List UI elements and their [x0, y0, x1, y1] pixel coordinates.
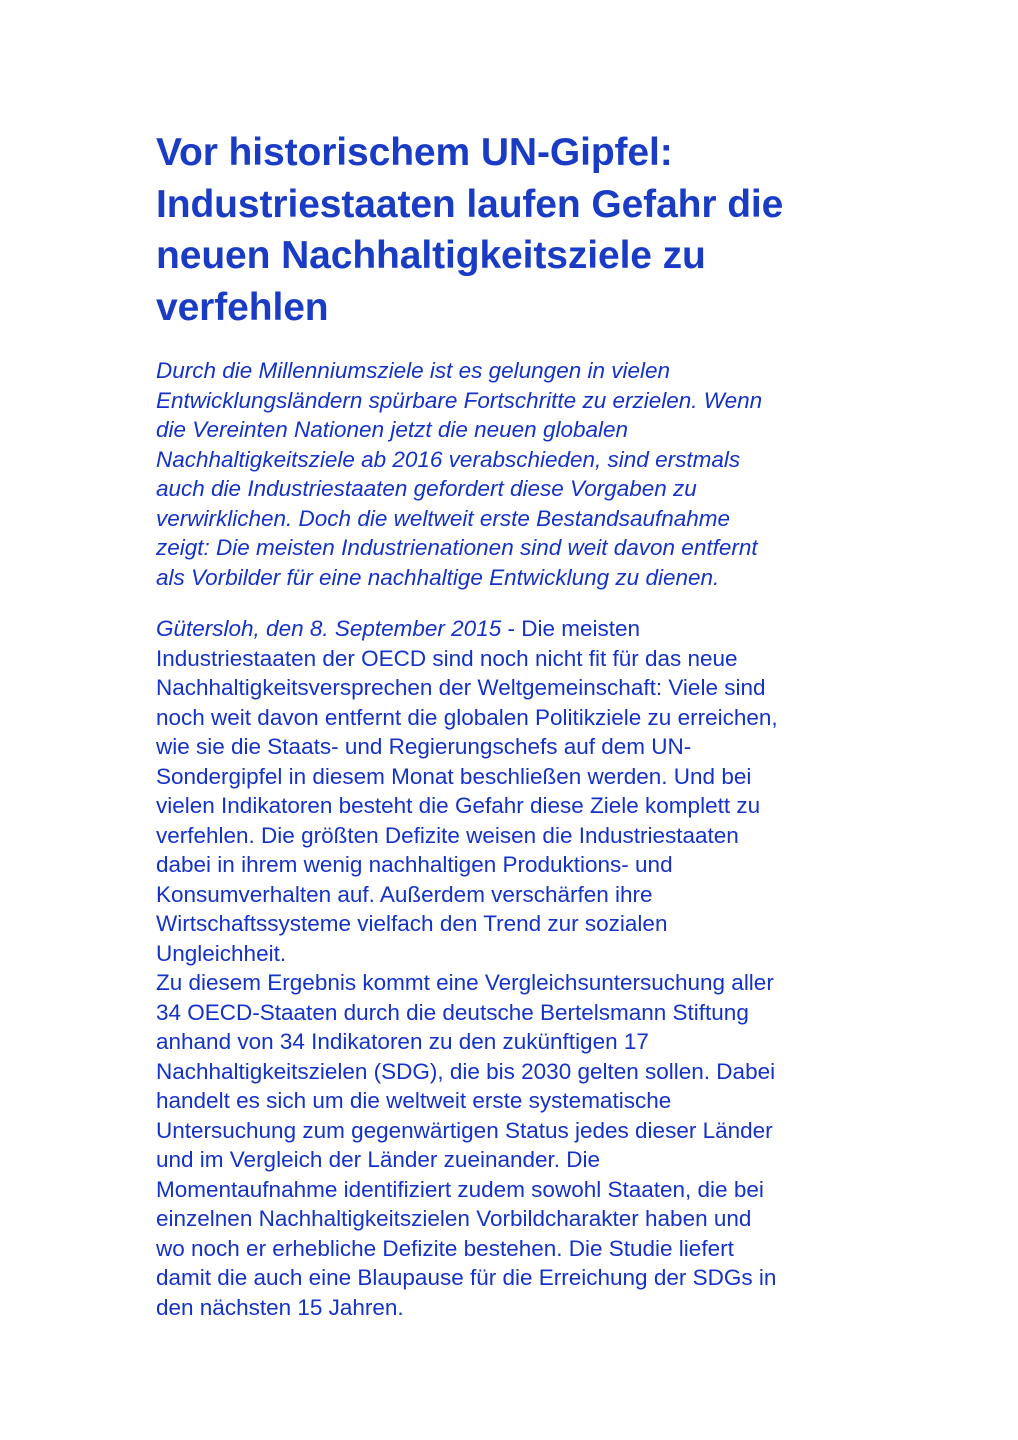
- body-line: einzelnen Nachhaltigkeitszielen Vorbildcharakter haben und: [156, 1206, 752, 1231]
- article: [156, 127, 876, 1322]
- dateline: Gütersloh, den 8. September 2015: [156, 616, 502, 641]
- body-line: damit die auch eine Blaupause für die Erreichung der SDGs in: [156, 1265, 777, 1290]
- body-line: Momentaufnahme identifiziert zudem sowohl Staaten, die bei: [156, 1176, 764, 1202]
- lead-line: die Vereinten Nationen jetzt die neuen globalen: [156, 417, 629, 442]
- title-line: verfehlen: [156, 285, 329, 329]
- body-line: wie sie die Staats- und Regierungschefs auf dem UN-: [156, 734, 692, 759]
- body-line: Nachhaltigkeitszielen (SDG), die bis 2030 gelten sollen. Dabei: [156, 1058, 776, 1084]
- body-line: Wirtschaftssysteme vielfach den Trend zur sozialen: [156, 911, 668, 936]
- article-body: [156, 614, 876, 1322]
- body-line: Untersuchung zum gegenwärtigen Status jedes dieser Länder: [156, 1117, 773, 1143]
- body-line: dabei in ihrem wenig nachhaltigen Produktions- und: [156, 852, 673, 877]
- body-line-rest: - Die meisten: [501, 616, 641, 641]
- title-line: Vor historischem UN-Gipfel:: [156, 131, 673, 174]
- body-line: und im Vergleich der Länder zueinander. Die: [156, 1147, 601, 1172]
- body-line: Konsumverhalten auf. Außerdem verschärfen ihre: [156, 881, 653, 907]
- body-first-line: [156, 614, 876, 644]
- lead-line: Entwicklungsländern spürbare Fortschritte zu erzielen. Wenn: [156, 387, 763, 413]
- body-line: den nächsten 15 Jahren.: [156, 1294, 404, 1320]
- lead-line: zeigt: Die meisten Industrienationen sind weit davon entfernt: [156, 535, 758, 560]
- article-title: [156, 127, 876, 333]
- lead-line: Durch die Millenniumsziele ist es gelungen in vielen: [156, 358, 671, 383]
- lead-paragraph: [156, 356, 876, 592]
- body-line: Nachhaltigkeitsversprechen der Weltgemeinschaft: Viele sind: [156, 675, 766, 700]
- title-line: neuen Nachhaltigkeitsziele zu: [156, 234, 706, 277]
- body-line: Ungleichheit.: [156, 940, 287, 966]
- title-line: Industriestaaten laufen Gefahr die: [156, 182, 784, 226]
- body-line: wo noch er erhebliche Defizite bestehen. Die Studie liefert: [156, 1235, 734, 1261]
- body-line: vielen Indikatoren besteht die Gefahr diese Ziele komplett zu: [156, 793, 761, 818]
- lead-line: Nachhaltigkeitsziele ab 2016 verabschieden, sind erstmals: [156, 446, 741, 472]
- body-line: anhand von 34 Indikatoren zu den zukünftigen 17: [156, 1029, 649, 1054]
- body-line: 34 OECD-Staaten durch die deutsche Bertelsmann Stiftung: [156, 999, 749, 1025]
- lead-line: auch die Industriestaaten gefordert diese Vorgaben zu: [156, 476, 697, 501]
- body-line: Zu diesem Ergebnis kommt eine Vergleichsuntersuchung aller: [156, 970, 774, 995]
- body-line: verfehlen. Die größten Defizite weisen die Industriestaaten: [156, 822, 739, 848]
- body-line: handelt es sich um die weltweit erste systematische: [156, 1088, 672, 1113]
- lead-line: verwirklichen. Doch die weltweit erste Bestandsaufnahme: [156, 505, 731, 531]
- lead-line: als Vorbilder für eine nachhaltige Entwicklung zu dienen.: [156, 564, 720, 590]
- body-line: Sondergipfel in diesem Monat beschließen werden. Und bei: [156, 763, 752, 789]
- body-line: Industriestaaten der OECD sind noch nicht fit für das neue: [156, 645, 738, 671]
- body-line: noch weit davon entfernt die globalen Politikziele zu erreichen,: [156, 704, 778, 730]
